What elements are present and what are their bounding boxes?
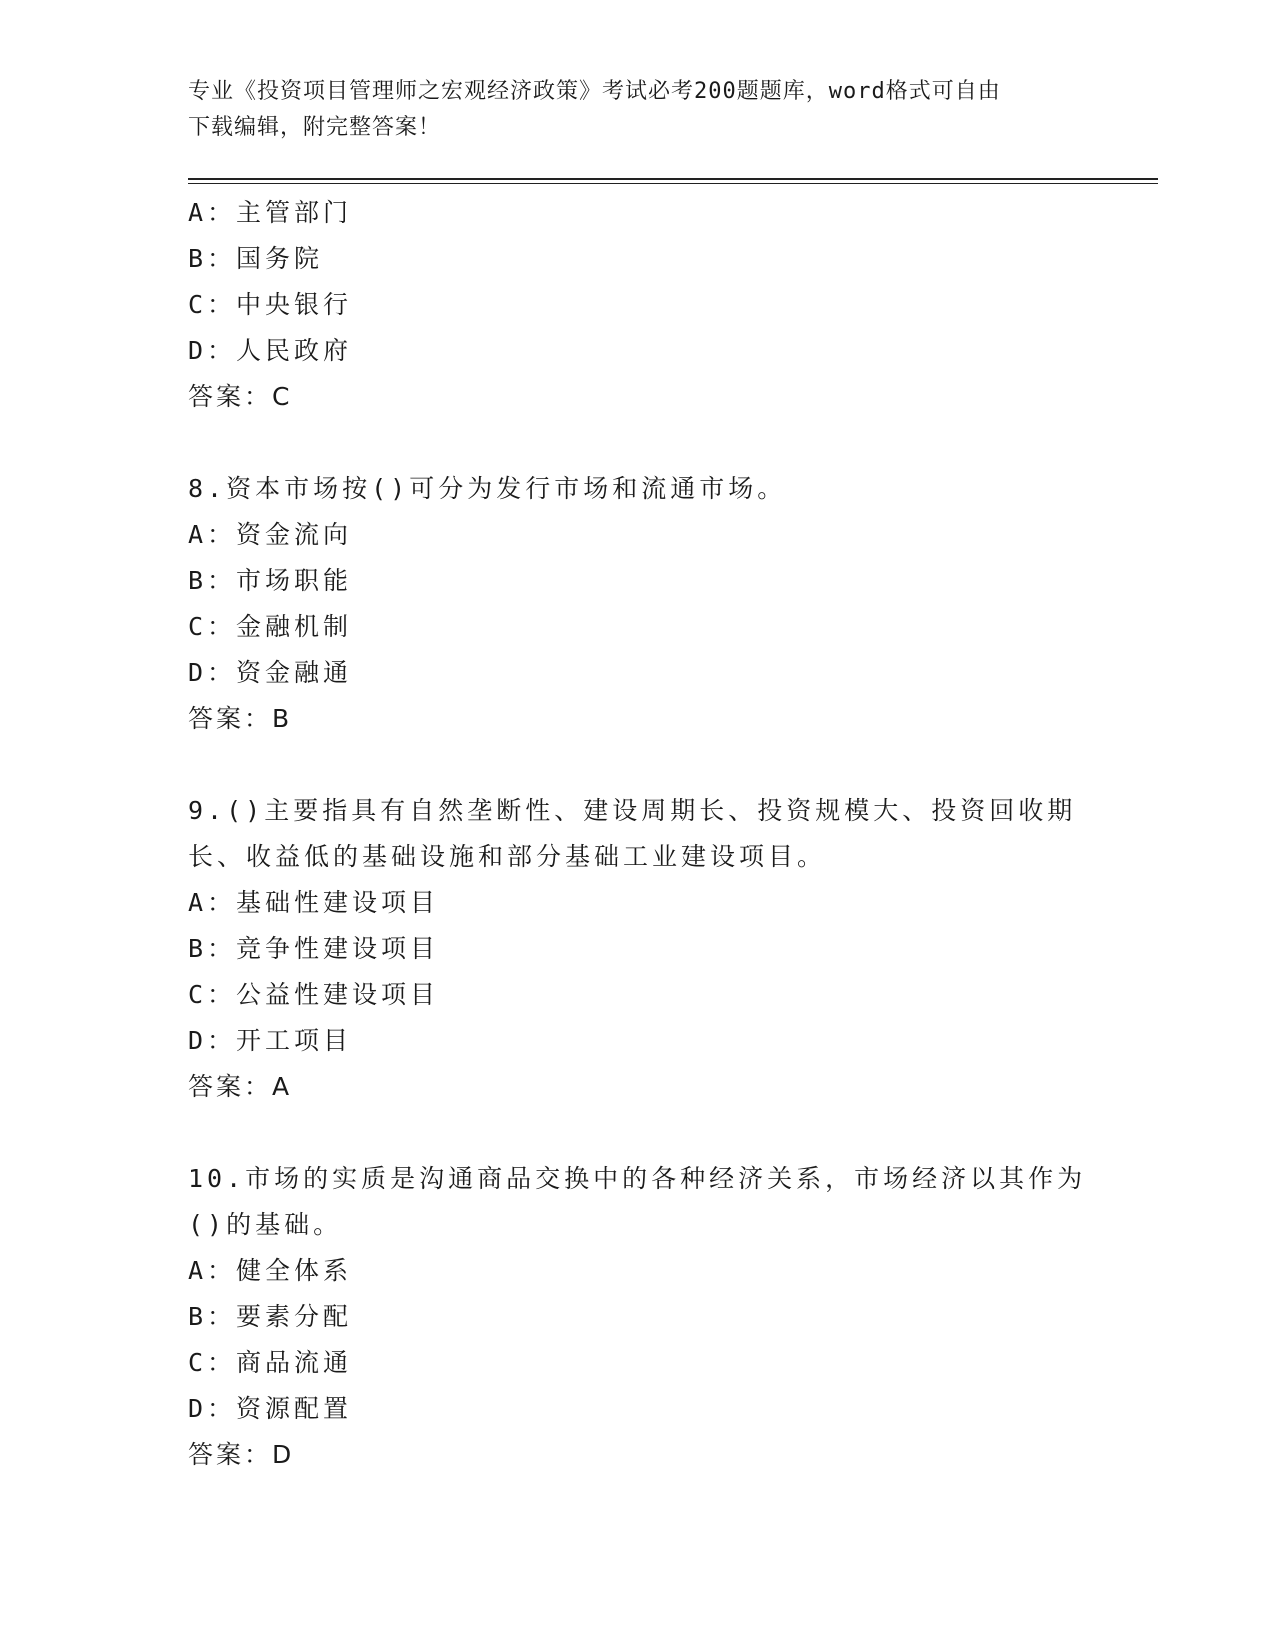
option-b: B：竞争性建设项目 <box>188 934 440 963</box>
spacer <box>188 1110 1088 1156</box>
header-line-1: 专业《投资项目管理师之宏观经济政策》考试必考200题题库，word格式可自由 <box>188 79 1001 104</box>
answer-line: 答案：A <box>188 1072 293 1101</box>
option-d: D：开工项目 <box>188 1026 353 1055</box>
answer-line: 答案：B <box>188 704 293 733</box>
question-text-line-1: 10.市场的实质是沟通商品交换中的各种经济关系，市场经济以其作为 <box>188 1164 1087 1193</box>
option-b: B：要素分配 <box>188 1302 353 1331</box>
question-text-line-1: 9.()主要指具有自然垄断性、建设周期长、投资规模大、投资回收期 <box>188 796 1077 825</box>
header-line-2: 下载编辑，附完整答案！ <box>188 115 442 140</box>
option-a: A：基础性建设项目 <box>188 888 440 917</box>
question-8 <box>188 466 1088 742</box>
option-d: D：资金融通 <box>188 658 353 687</box>
option-c: C：中央银行 <box>188 290 353 319</box>
option-a: A：主管部门 <box>188 198 353 227</box>
spacer <box>188 742 1088 788</box>
question-7 <box>188 190 1088 420</box>
document-header <box>188 74 1088 146</box>
spacer <box>188 420 1088 466</box>
option-c: C：金融机制 <box>188 612 353 641</box>
question-text: 8.资本市场按()可分为发行市场和流通市场。 <box>188 474 787 503</box>
answer-line: 答案：D <box>188 1440 295 1469</box>
option-a: A：资金流向 <box>188 520 353 549</box>
question-9 <box>188 788 1088 1110</box>
option-a: A：健全体系 <box>188 1256 353 1285</box>
option-c: C：商品流通 <box>188 1348 353 1377</box>
question-text-line-2: 长、收益低的基础设施和部分基础工业建设项目。 <box>188 842 827 871</box>
option-d: D：人民政府 <box>188 336 353 365</box>
option-d: D：资源配置 <box>188 1394 353 1423</box>
header-divider-thin <box>188 183 1158 184</box>
option-b: B：国务院 <box>188 244 324 273</box>
header-divider-thick <box>188 178 1158 180</box>
option-b: B：市场职能 <box>188 566 353 595</box>
question-10 <box>188 1156 1088 1478</box>
option-c: C：公益性建设项目 <box>188 980 440 1009</box>
question-text-line-2: ()的基础。 <box>188 1210 343 1239</box>
question-list <box>188 190 1088 1478</box>
answer-line: 答案：C <box>188 382 293 411</box>
